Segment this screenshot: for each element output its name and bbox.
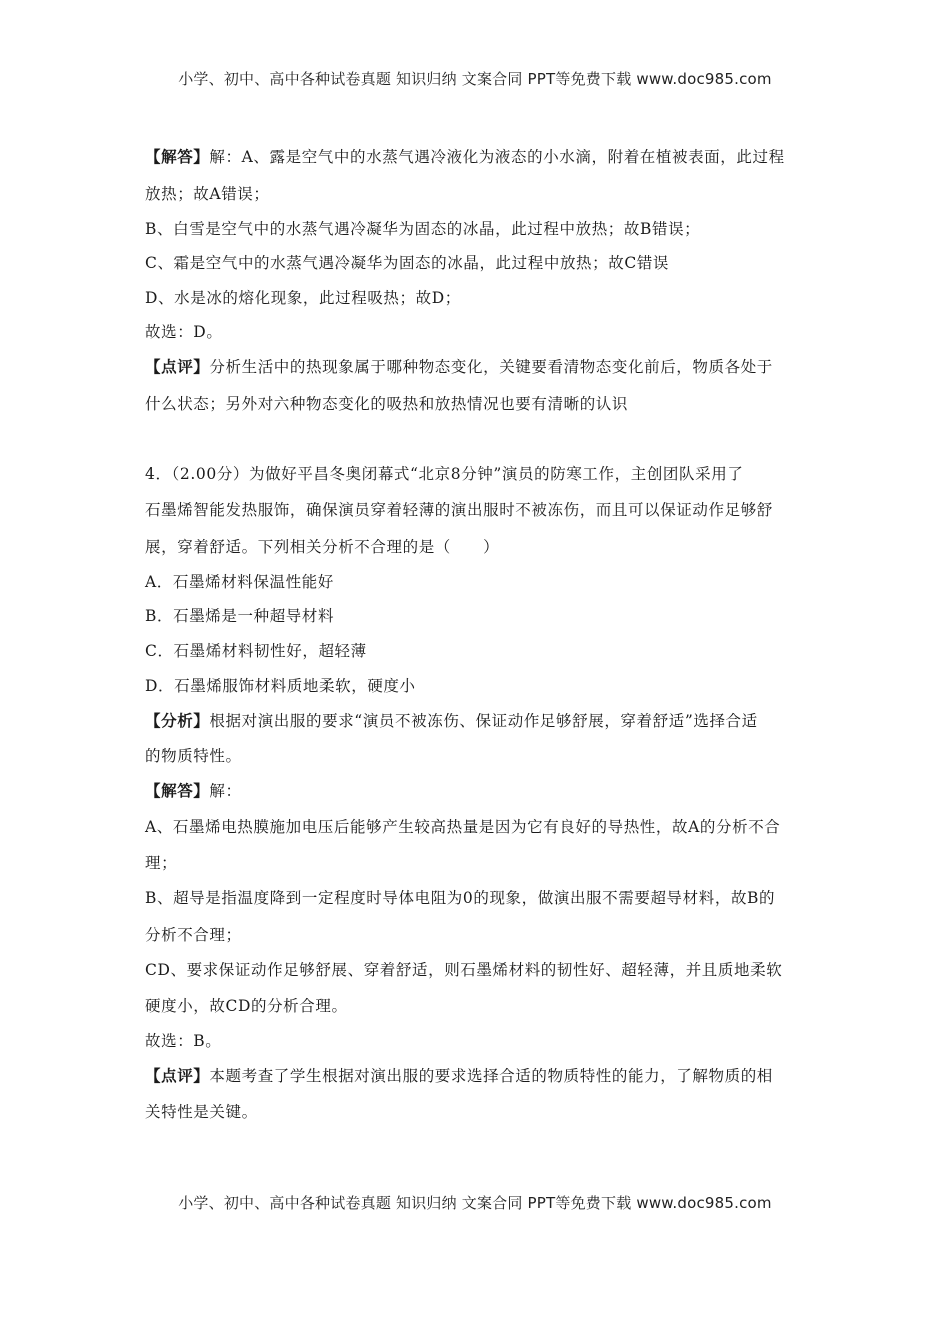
q4-answer-line-5: 分析不合理；	[145, 926, 242, 944]
q4-answer-tag: 【解答】	[145, 781, 210, 800]
q4-analysis-line-1	[145, 711, 810, 731]
q4-answer-line-2: A、石墨烯电热膜施加电压后能够产生较高热量是因为它有良好的导热性，故A的分析不合	[145, 818, 781, 836]
q3-choice: 故选：D。	[145, 323, 223, 341]
q4-option-b: B．石墨烯是一种超导材料	[145, 607, 335, 625]
q4-option-d: D．石墨烯服饰材料质地柔软，硬度小	[145, 677, 416, 695]
q4-answer-line-4: B、超导是指温度降到一定程度时导体电阻为0的现象，做演出服不需要超导材料，故B的	[145, 889, 776, 907]
q3-answer-line-1	[145, 147, 810, 167]
q3-answer-tag: 【解答】	[145, 147, 210, 166]
q3-comment-text-1: 分析生活中的热现象属于哪种物态变化，关键要看清物态变化前后，物质各处于	[209, 358, 773, 376]
q4-answer-text-1: 解：	[209, 782, 242, 800]
q4-stem-line-2: 石墨烯智能发热服饰，确保演员穿着轻薄的演出服时不被冻伤，而且可以保证动作足够舒	[145, 501, 773, 519]
q4-stem-line-1: 4．（2.00分）为做好平昌冬奥闭幕式“北京8分钟”演员的防寒工作，主创团队采用了	[145, 465, 744, 483]
q4-comment-tag: 【点评】	[145, 1066, 210, 1085]
q4-option-a: A．石墨烯材料保温性能好	[145, 573, 334, 591]
q4-comment-line-2: 关特性是关键。	[145, 1103, 258, 1121]
q3-answer-line-5: D、水是冰的熔化现象，此过程吸热；故D；	[145, 289, 461, 307]
q4-option-c: C．石墨烯材料韧性好，超轻薄	[145, 642, 367, 660]
q4-comment-line-1	[145, 1066, 810, 1086]
page-footer: 小学、初中、高中各种试卷真题 知识归纳 文案合同 PPT等免费下载 www.doc985.com	[178, 1194, 772, 1212]
q3-answer-line-3: B、白雪是空气中的水蒸气遇冷凝华为固态的冰晶，此过程中放热；故B错误；	[145, 220, 701, 238]
q4-choice: 故选：B。	[145, 1032, 222, 1050]
q4-answer-line-3: 理；	[145, 854, 178, 872]
q4-answer-line-6: CD、要求保证动作足够舒展、穿着舒适，则石墨烯材料的韧性好、超轻薄，并且质地柔软	[145, 961, 783, 979]
q3-answer-line-4: C、霜是空气中的水蒸气遇冷凝华为固态的冰晶，此过程中放热；故C错误	[145, 254, 670, 272]
q3-comment-line-1	[145, 357, 810, 377]
q4-answer-line-1	[145, 781, 810, 801]
q4-analysis-line-2: 的物质特性。	[145, 747, 242, 765]
q4-analysis-tag: 【分析】	[145, 711, 210, 730]
q3-comment-line-2: 什么状态；另外对六种物态变化的吸热和放热情况也要有清晰的认识	[145, 395, 629, 413]
q4-analysis-text-1: 根据对演出服的要求“演员不被冻伤、保证动作足够舒展，穿着舒适”选择合适	[209, 712, 758, 730]
q3-answer-text-1: 解：A、露是空气中的水蒸气遇冷液化为液态的小水滴，附着在植被表面，此过程	[209, 148, 785, 166]
q4-comment-text-1: 本题考查了学生根据对演出服的要求选择合适的物质特性的能力，了解物质的相	[209, 1067, 773, 1085]
q3-answer-line-2: 放热；故A错误；	[145, 185, 270, 203]
q4-answer-line-7: 硬度小，故CD的分析合理。	[145, 997, 348, 1015]
q3-comment-tag: 【点评】	[145, 357, 210, 376]
q4-stem-line-3: 展，穿着舒适。下列相关分析不合理的是（ ）	[145, 538, 500, 556]
page-header: 小学、初中、高中各种试卷真题 知识归纳 文案合同 PPT等免费下载 www.doc985.com	[178, 70, 772, 88]
